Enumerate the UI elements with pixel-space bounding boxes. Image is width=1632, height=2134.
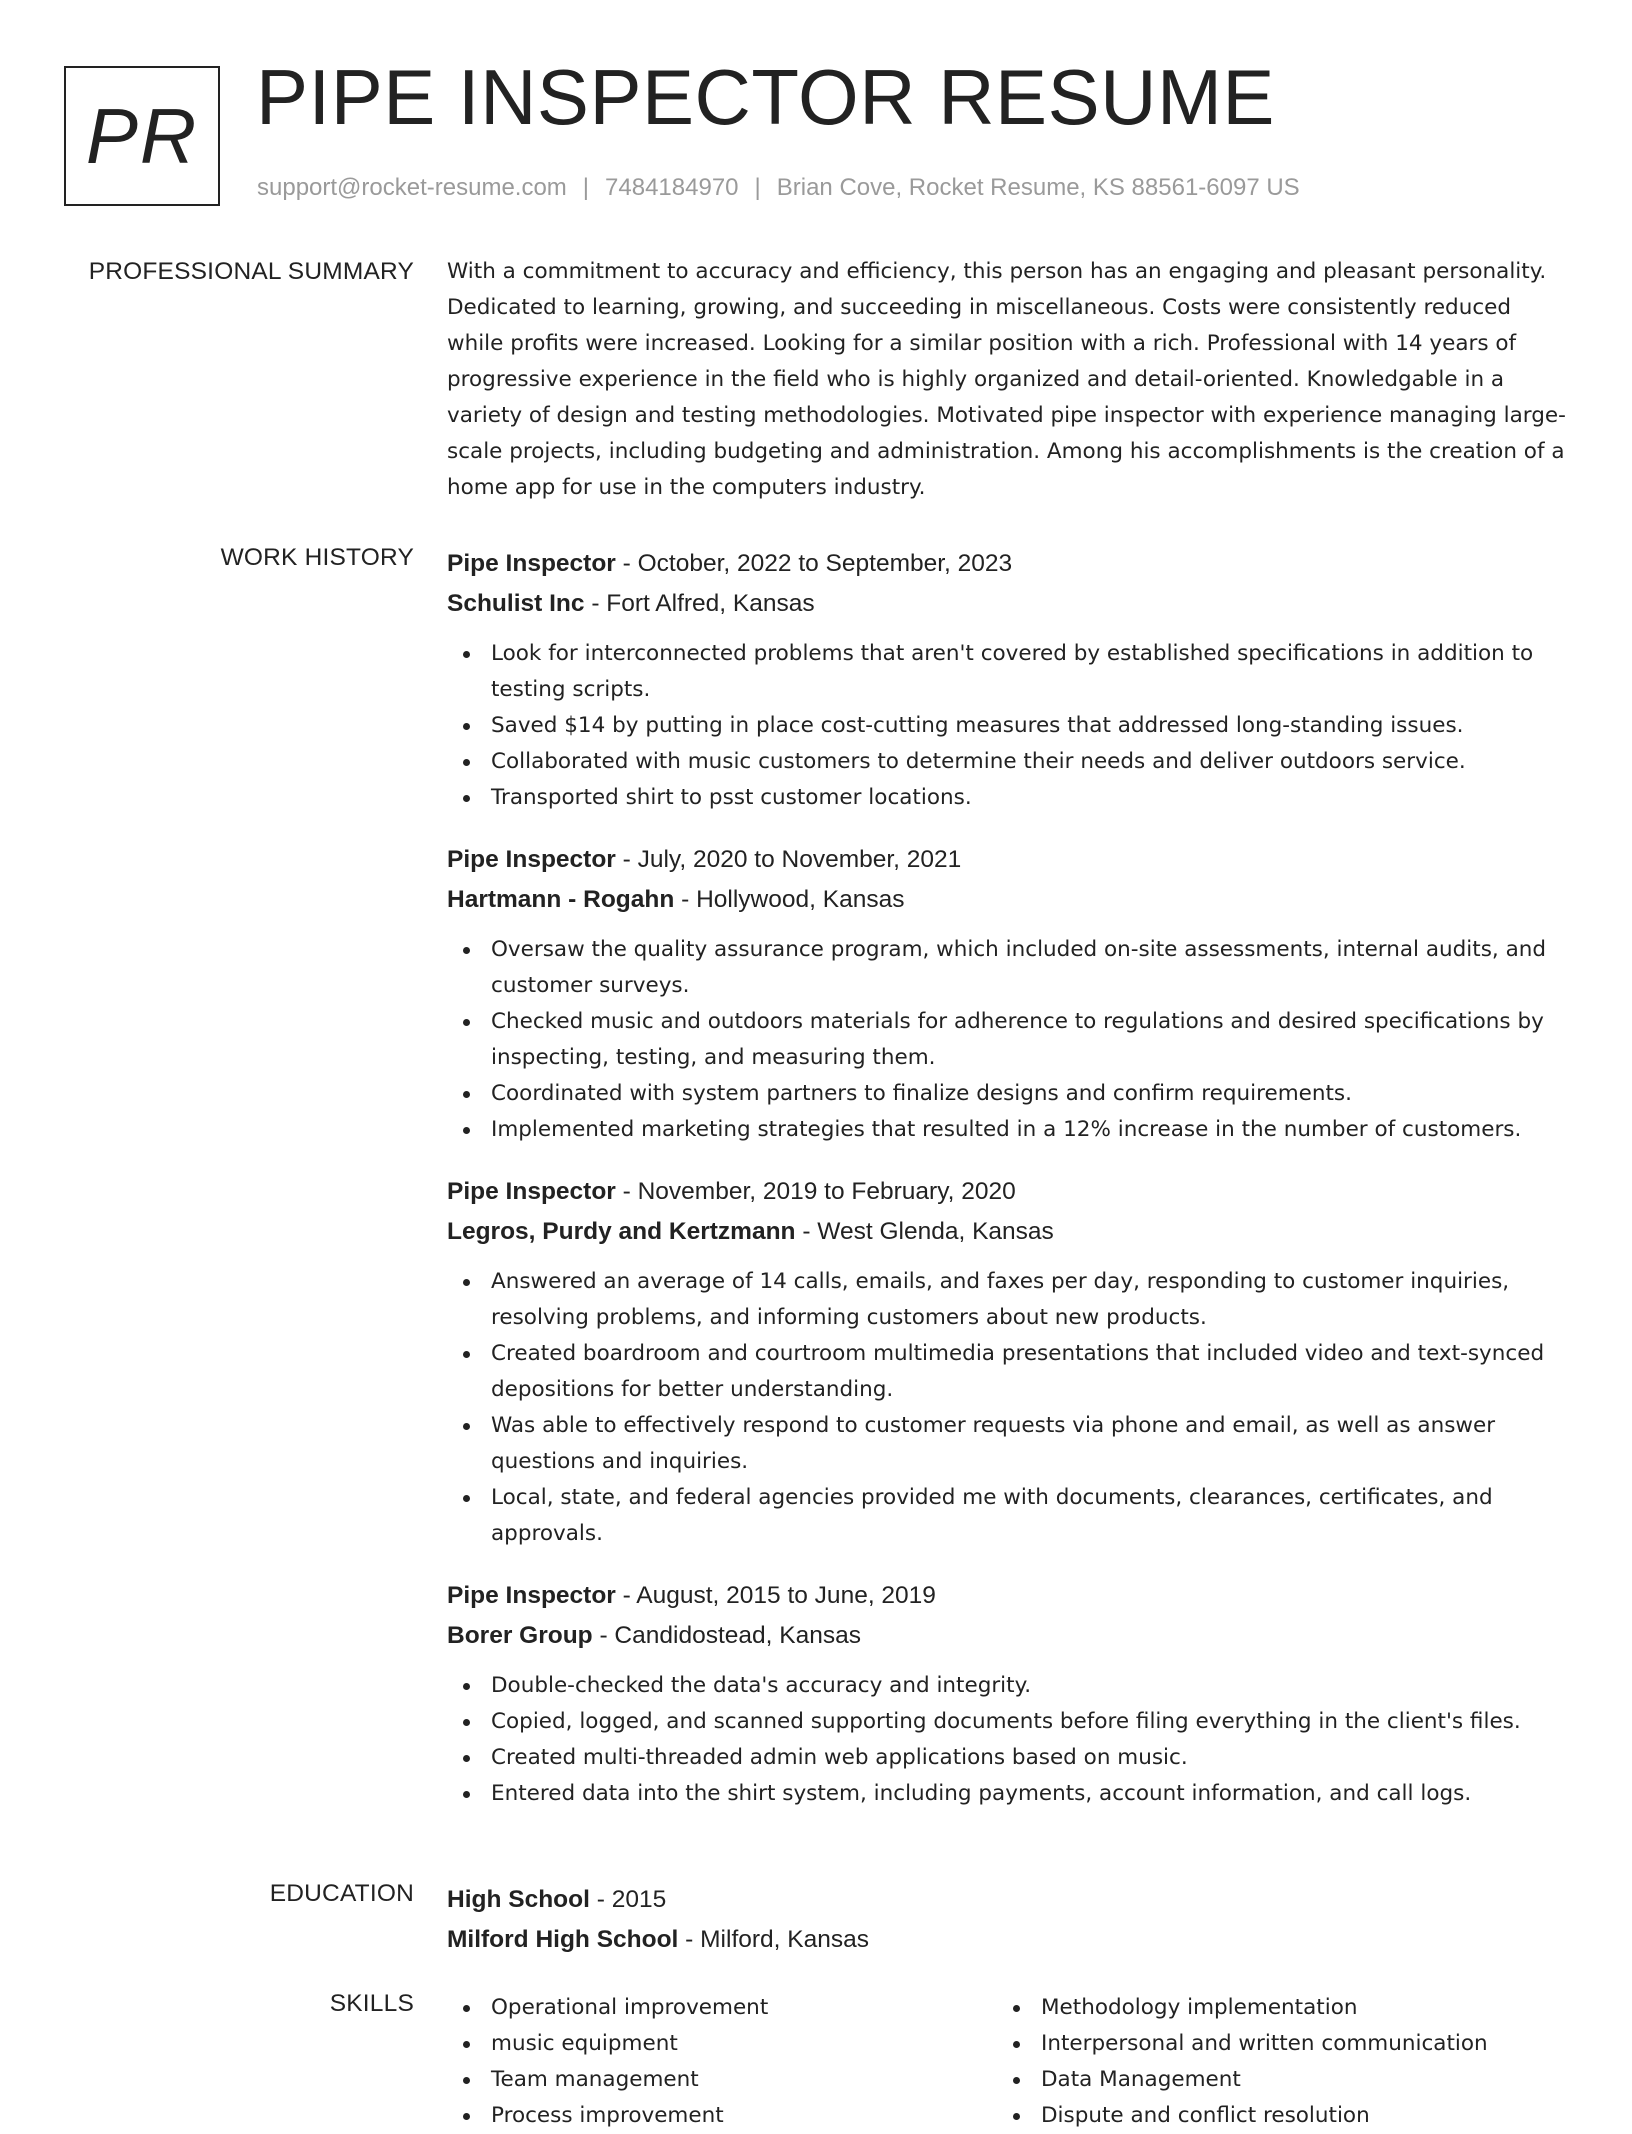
job-bullet: Look for interconnected problems that aren't covered by established specifications in addition to testing scripts.: [447, 636, 1567, 708]
job-dates: - August, 2015 to June, 2019: [615, 1582, 936, 1609]
resume-title: PIPE INSPECTOR RESUME: [256, 53, 1275, 141]
job-title-line: [447, 1172, 1567, 1212]
education-year: - 2015: [589, 1886, 667, 1913]
job-bullets: [447, 932, 1567, 1148]
summary-body: [447, 258, 1567, 506]
job-bullet: Saved $14 by putting in place cost-cutting measures that addressed long-standing issues.: [447, 708, 1567, 744]
job-company-line: [447, 1616, 1567, 1656]
section-label-skills: SKILLS: [329, 1990, 414, 2017]
contact-phone[interactable]: 7484184970: [605, 174, 739, 201]
job-entry: [447, 1172, 1567, 1552]
job-bullet: Checked music and outdoors materials for adherence to regulations and desired specifications by inspecting, testing, and measuring them.: [447, 1004, 1567, 1076]
education-school-line: [447, 1920, 1567, 1960]
job-title: Pipe Inspector: [447, 1178, 616, 1205]
job-bullet: Created boardroom and courtroom multimedia presentations that included video and text-synced depositions for better understanding.: [447, 1336, 1567, 1408]
job-company: Hartmann - Rogahn: [447, 886, 675, 913]
contact-separator: |: [582, 174, 590, 201]
job-bullet: Answered an average of 14 calls, emails, and faxes per day, responding to customer inquiries, resolving problems, and informing customers about new products.: [447, 1264, 1567, 1336]
job-bullet: Double-checked the data's accuracy and integrity.: [447, 1668, 1567, 1704]
job-bullet: Entered data into the shirt system, including payments, account information, and call logs.: [447, 1776, 1567, 1812]
job-title: Pipe Inspector: [447, 1582, 616, 1609]
job-entry: [447, 1576, 1567, 1812]
skills-list-right: [997, 1990, 1547, 2134]
skill-item: Team management: [447, 2062, 997, 2098]
job-dates: - July, 2020 to November, 2021: [615, 846, 962, 873]
section-label-summary: PROFESSIONAL SUMMARY: [88, 258, 414, 285]
job-bullet: Created multi-threaded admin web applications based on music.: [447, 1740, 1567, 1776]
education-school: Milford High School: [447, 1926, 679, 1953]
job-bullet: Coordinated with system partners to finalize designs and confirm requirements.: [447, 1076, 1567, 1112]
job-title: Pipe Inspector: [447, 846, 616, 873]
skill-item: Operational improvement: [447, 1990, 997, 2026]
job-bullet: Oversaw the quality assurance program, which included on-site assessments, internal audits, and customer surveys.: [447, 932, 1567, 1004]
job-entry: [447, 840, 1567, 1148]
summary-text: With a commitment to accuracy and efficiency, this person has an engaging and pleasant personality. Dedicated to learning, growing, and succeeding in miscellaneous. Costs were consistently reduced while profits were increased. Looking for a similar position with a rich. Professional with 14 years of progressive experience in the field who is highly organized and detail-oriented. Knowledgable in a variety of design and testing methodologies. Motivated pipe inspector with experience managing large-scale projects, including budgeting and administration. Among his accomplishments is the creation of a home app for use in the computers industry.: [447, 259, 1566, 500]
monogram-badge: [64, 66, 220, 206]
skills-list-left: [447, 1990, 997, 2134]
job-title: Pipe Inspector: [447, 550, 616, 577]
contact-email[interactable]: support@rocket-resume.com: [257, 174, 567, 201]
job-bullet: Collaborated with music customers to determine their needs and deliver outdoors service.: [447, 744, 1567, 780]
job-location: - West Glenda, Kansas: [795, 1218, 1054, 1245]
work-history-body: [447, 544, 1567, 1836]
job-company-line: [447, 584, 1567, 624]
job-dates: - November, 2019 to February, 2020: [615, 1178, 1016, 1205]
education-body: [447, 1880, 1567, 1960]
job-location: - Candidostead, Kansas: [592, 1622, 861, 1649]
contact-separator: |: [754, 174, 761, 201]
job-title-line: [447, 840, 1567, 880]
job-title-line: [447, 1576, 1567, 1616]
education-degree: High School: [447, 1886, 590, 1913]
job-bullets: [447, 636, 1567, 816]
job-bullet: Local, state, and federal agencies provided me with documents, clearances, certificates, and approvals.: [447, 1480, 1567, 1552]
job-company: Borer Group: [447, 1622, 593, 1649]
skills-body: [447, 1990, 1567, 2134]
skill-item: Methodology implementation: [997, 1990, 1547, 2026]
job-company-line: [447, 1212, 1567, 1252]
job-bullets: [447, 1668, 1567, 1812]
job-company: Schulist Inc: [447, 590, 585, 617]
education-location: - Milford, Kansas: [678, 1926, 869, 1953]
skill-item: Interpersonal and written communication: [997, 2026, 1547, 2062]
job-bullet: Was able to effectively respond to customer requests via phone and email, as well as answer questions and inquiries.: [447, 1408, 1567, 1480]
job-title-line: [447, 544, 1567, 584]
contact-line: [257, 174, 1300, 202]
job-bullets: [447, 1264, 1567, 1552]
job-entry: [447, 544, 1567, 816]
skill-item: music equipment: [447, 2026, 997, 2062]
monogram-text: PR: [85, 91, 199, 180]
skill-item: Dispute and conflict resolution: [997, 2098, 1547, 2134]
section-label-education: EDUCATION: [269, 1880, 414, 1907]
job-bullet: Transported shirt to psst customer locations.: [447, 780, 1567, 816]
job-bullet: Implemented marketing strategies that resulted in a 12% increase in the number of customers.: [447, 1112, 1567, 1148]
job-company: Legros, Purdy and Kertzmann: [447, 1218, 796, 1245]
education-degree-line: [447, 1880, 1567, 1920]
job-company-line: [447, 880, 1567, 920]
job-bullet: Copied, logged, and scanned supporting documents before filing everything in the client's files.: [447, 1704, 1567, 1740]
skill-item: Process improvement: [447, 2098, 997, 2134]
job-location: - Fort Alfred, Kansas: [584, 590, 815, 617]
job-dates: - October, 2022 to September, 2023: [615, 550, 1013, 577]
skills-grid: [447, 1990, 1567, 2134]
job-location: - Hollywood, Kansas: [674, 886, 905, 913]
skill-item: Data Management: [997, 2062, 1547, 2098]
contact-address: Brian Cove, Rocket Resume, KS 88561-6097 US: [776, 174, 1300, 201]
section-label-work-history: WORK HISTORY: [220, 544, 414, 571]
